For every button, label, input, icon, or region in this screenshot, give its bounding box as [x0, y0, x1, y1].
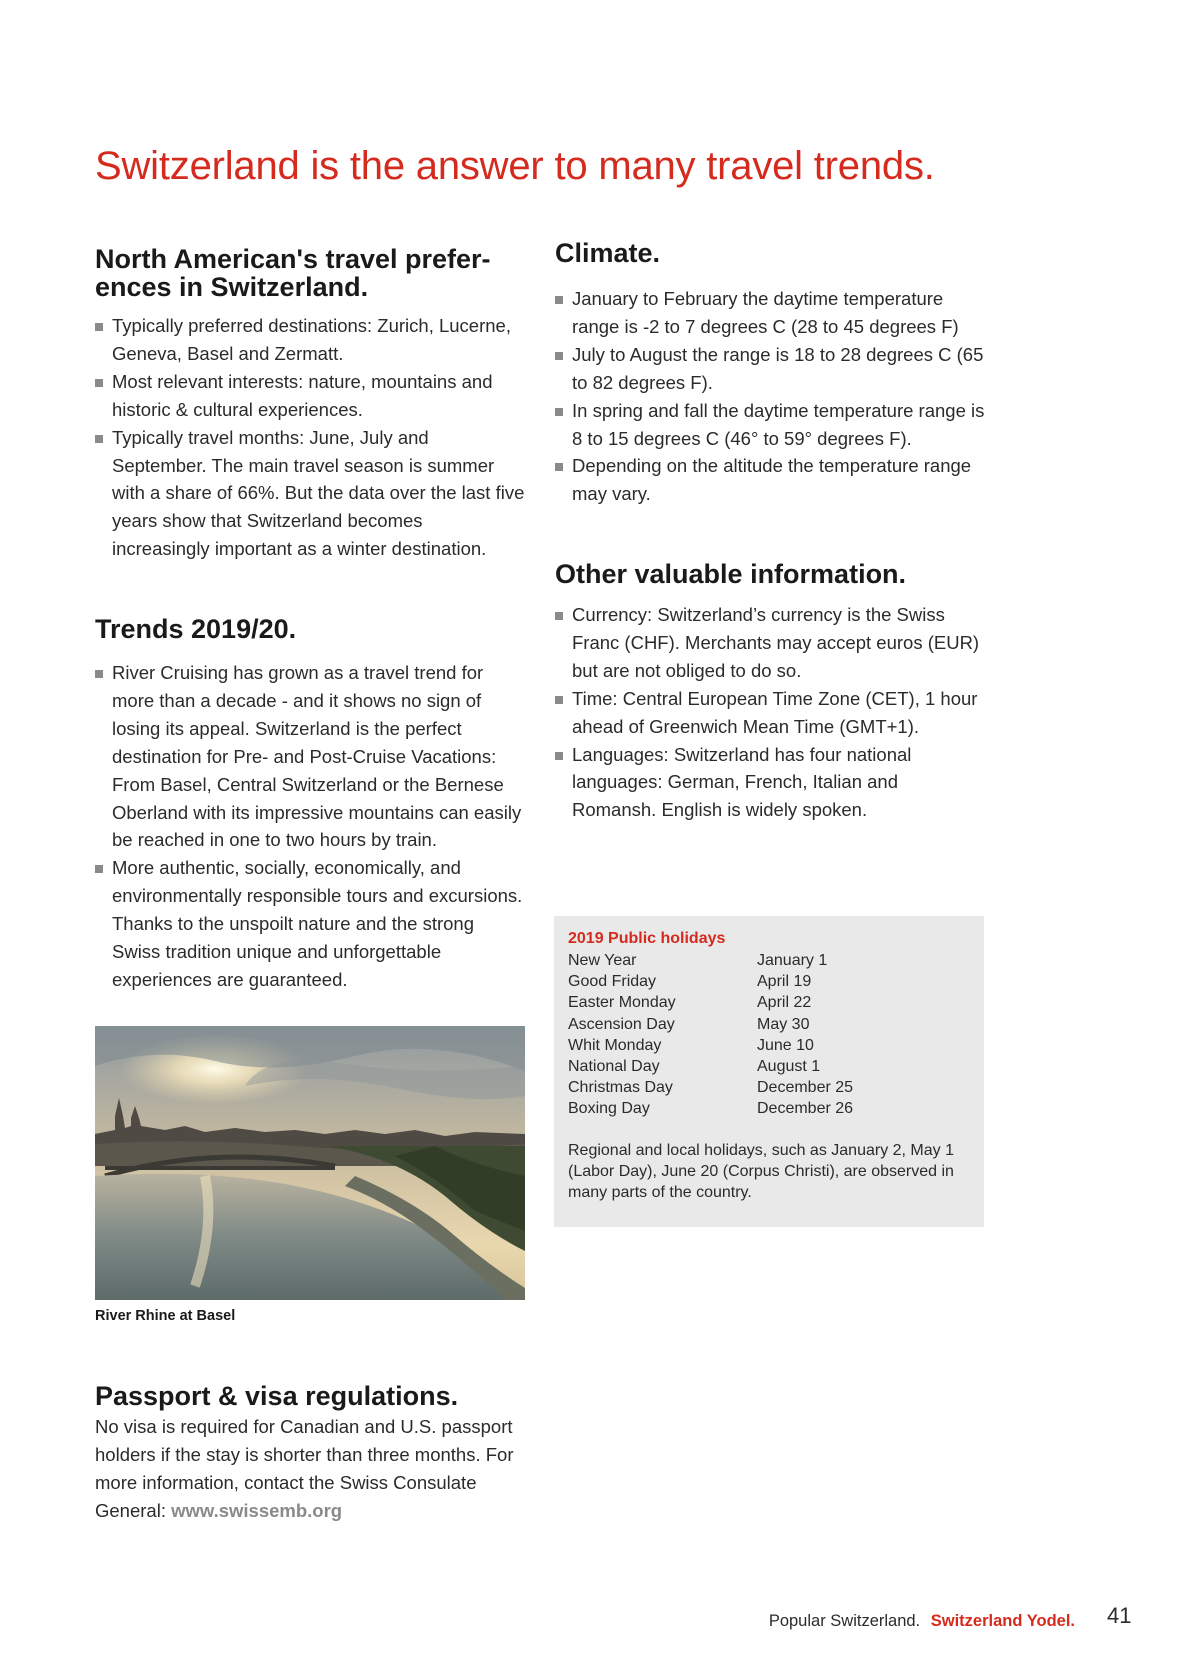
table-row: [568, 1056, 853, 1077]
river-rhine-photo: [95, 1026, 525, 1300]
holiday-date: April 22: [757, 994, 812, 1012]
page-number: 41: [1107, 1603, 1132, 1628]
page-title: Switzerland is the answer to many travel trends.: [95, 144, 935, 188]
holiday-name: Christmas Day: [568, 1079, 673, 1097]
trends-heading: Trends 2019/20.: [95, 614, 297, 644]
list-item: January to February the daytime temperature range is -2 to 7 degrees C (28 to 45 degrees F): [555, 285, 985, 341]
holiday-date: April 19: [757, 973, 812, 991]
holidays-title: 2019 Public holidays: [568, 930, 726, 947]
preferences-heading: [95, 245, 545, 301]
list-item: Typically preferred destinations: Zurich, Lucerne, Geneva, Basel and Zermatt.: [95, 312, 525, 368]
holiday-name: Boxing Day: [568, 1100, 650, 1118]
preferences-list: [95, 312, 525, 563]
climate-heading: Climate.: [555, 238, 661, 268]
holiday-name: Ascension Day: [568, 1015, 675, 1033]
passport-body: No visa is required for Canadian and U.S. passport holders if the stay is shorter than three months. For more information, contact the Swiss Consulate General:: [95, 1416, 514, 1521]
table-row: [568, 950, 853, 971]
table-row: [568, 1035, 853, 1056]
page-footer: [769, 1612, 1075, 1631]
holidays-table: [568, 950, 853, 1120]
list-item: In spring and fall the daytime temperature range is 8 to 15 degrees C (46° to 59° degrees F).: [555, 397, 985, 453]
table-row: [568, 971, 853, 992]
holiday-date: December 25: [757, 1079, 854, 1097]
table-row: [568, 1077, 853, 1098]
table-row: [568, 1014, 853, 1035]
holiday-date: June 10: [757, 1036, 814, 1054]
holiday-date: August 1: [757, 1058, 821, 1076]
holiday-date: January 1: [757, 952, 828, 969]
passport-heading: Passport & visa regulations.: [95, 1381, 459, 1411]
holiday-name: Easter Monday: [568, 994, 676, 1012]
table-row: [568, 1098, 853, 1119]
other-info-list: [555, 601, 985, 824]
holiday-name: National Day: [568, 1058, 660, 1076]
swissemb-link[interactable]: www.swissemb.org: [171, 1499, 343, 1521]
preferences-heading-line2: ences in Switzerland.: [95, 272, 369, 302]
list-item: Languages: Switzerland has four national languages: German, French, Italian and Romansh. English is widely spoken.: [555, 741, 985, 825]
preferences-heading-line1: North American's travel prefer-: [95, 244, 491, 274]
list-item: Currency: Switzerland’s currency is the Swiss Franc (CHF). Merchants may accept euros (EUR) but are not obliged to do so.: [555, 601, 985, 685]
holiday-name: Whit Monday: [568, 1036, 662, 1054]
passport-text: [95, 1413, 535, 1525]
holidays-note: Regional and local holidays, such as January 2, May 1 (Labor Day), June 20 (Corpus Christi), are observed in many parts of the country.: [568, 1141, 954, 1202]
holiday-name: Good Friday: [568, 973, 657, 991]
list-item: Typically travel months: June, July and September. The main travel season is summer with a share of 66%. But the data over the last five years show that Switzerland becomes increasingly important as a winter destination.: [95, 424, 525, 564]
other-info-heading: Other valuable information.: [555, 559, 907, 589]
list-item: More authentic, socially, economically, and environmentally responsible tours and excursions. Thanks to the unspoilt nature and the strong Swiss tradition unique and unforgettable experiences are guaranteed.: [95, 854, 525, 994]
table-row: [568, 992, 853, 1013]
list-item: Time: Central European Time Zone (CET), 1 hour ahead of Greenwich Mean Time (GMT+1).: [555, 685, 985, 741]
holiday-name: New Year: [568, 952, 637, 969]
brand-name: Switzerland Yodel.: [930, 1612, 1075, 1630]
list-item: Most relevant interests: nature, mountains and historic & cultural experiences.: [95, 368, 525, 424]
publication-name: Popular Switzerland.: [768, 1612, 921, 1630]
list-item: Depending on the altitude the temperature range may vary.: [555, 452, 985, 508]
public-holidays-box: [554, 916, 984, 1227]
list-item: July to August the range is 18 to 28 degrees C (65 to 82 degrees F).: [555, 341, 985, 397]
holiday-date: December 26: [757, 1100, 854, 1118]
holiday-date: May 30: [757, 1015, 810, 1033]
climate-list: [555, 285, 985, 508]
photo-caption: River Rhine at Basel: [95, 1308, 236, 1324]
list-item: River Cruising has grown as a travel trend for more than a decade - and it shows no sign of losing its appeal. Switzerland is the perfect destination for Pre- and Post-Cruise Vacations: From Basel, Central Switzerland or the Bernese Oberland with its impressive mountains can easily be reached in one to two hours by train.: [95, 659, 525, 854]
river-rhine-illustration: [95, 1026, 525, 1300]
trends-list: [95, 659, 525, 994]
